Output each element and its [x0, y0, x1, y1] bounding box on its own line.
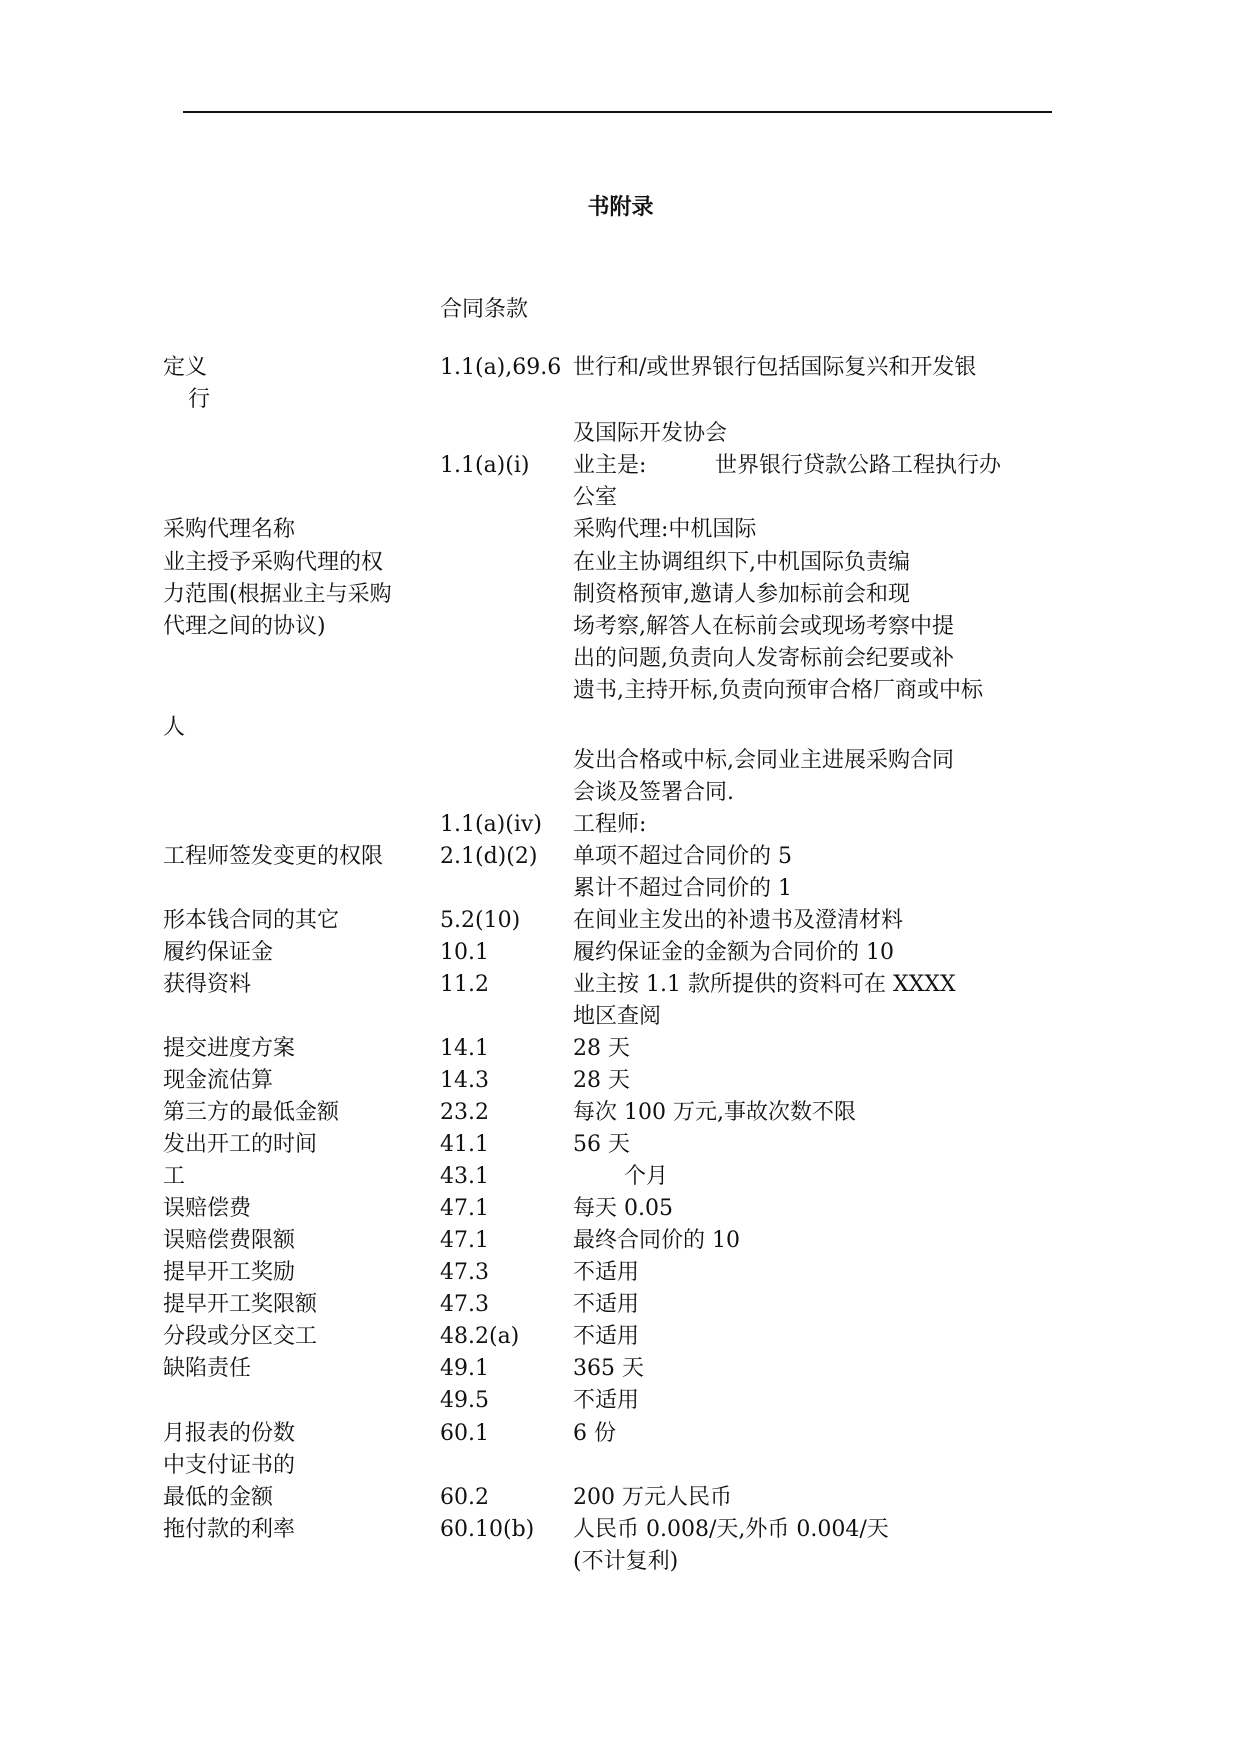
- row-label: 定义: [163, 355, 208, 380]
- row-text: 累计不超过合同价的 1: [573, 876, 792, 901]
- row-text: 公室: [573, 485, 618, 510]
- row-clause: 49.1: [440, 1356, 489, 1381]
- row-clause: 5.2(10): [440, 908, 521, 933]
- row-label: 提早开工奖限额: [163, 1292, 318, 1317]
- row-text: 发出合格或中标,会同业主进展采购合同: [573, 748, 954, 773]
- row-label: 力范围(根据业主与采购: [163, 582, 392, 607]
- row-text: 28 天: [573, 1036, 630, 1061]
- row-clause: 1.1(a)(iv): [440, 812, 542, 837]
- row-text: 单项不超过合同价的 5: [573, 844, 792, 869]
- row-text: 在间业主发出的补遗书及澄清材料: [573, 908, 904, 933]
- row-text: 业主是:: [573, 453, 647, 478]
- row-label: 提早开工奖励: [163, 1260, 296, 1285]
- row-label: 最低的金额: [163, 1485, 274, 1510]
- row-text: 会谈及签署合同.: [573, 780, 734, 805]
- row-clause: 14.1: [440, 1036, 489, 1061]
- row-clause: 41.1: [440, 1132, 489, 1157]
- row-text: 人民币 0.008/天,外币 0.004/天: [573, 1517, 889, 1542]
- row-clause: 47.3: [440, 1292, 489, 1317]
- row-label: 行: [188, 387, 211, 412]
- row-label: 业主授予采购代理的权: [163, 550, 384, 575]
- row-text: 每次 100 万元,事故次数不限: [573, 1100, 856, 1125]
- row-clause: 10.1: [440, 940, 489, 965]
- row-text: 6 份: [573, 1421, 616, 1446]
- row-text: 最终合同价的 10: [573, 1228, 740, 1253]
- row-label: 履约保证金: [163, 940, 274, 965]
- row-label: 中支付证书的: [163, 1453, 296, 1478]
- row-label: 误赔偿费限额: [163, 1228, 296, 1253]
- row-label: 提交进度方案: [163, 1036, 296, 1061]
- row-text: 及国际开发协会: [573, 421, 728, 446]
- row-clause: 47.1: [440, 1196, 489, 1221]
- row-text: 不适用: [573, 1292, 640, 1317]
- row-clause: 43.1: [440, 1164, 489, 1189]
- row-clause: 60.1: [440, 1421, 489, 1446]
- header-rule: [183, 111, 1052, 113]
- row-label: 月报表的份数: [163, 1421, 296, 1446]
- row-text: 世界银行贷款公路工程执行办: [715, 453, 1002, 478]
- row-text: 工程师:: [573, 812, 647, 837]
- row-clause: 47.3: [440, 1260, 489, 1285]
- row-text: 200 万元人民币: [573, 1485, 732, 1510]
- row-text: 不适用: [573, 1260, 640, 1285]
- row-text: 地区查阅: [573, 1004, 662, 1029]
- section-subheading: 合同条款: [440, 297, 529, 322]
- row-label: 缺陷责任: [163, 1356, 252, 1381]
- row-label: 形本钱合同的其它: [163, 908, 340, 933]
- row-text: 365 天: [573, 1356, 644, 1381]
- row-label: 第三方的最低金额: [163, 1100, 340, 1125]
- row-clause: 1.1(a),69.6: [440, 355, 562, 380]
- row-label: 代理之间的协议): [163, 614, 326, 639]
- row-label: 误赔偿费: [163, 1196, 252, 1221]
- row-label: 拖付款的利率: [163, 1517, 296, 1542]
- row-text: 个月: [624, 1164, 669, 1189]
- row-clause: 47.1: [440, 1228, 489, 1253]
- row-text: 世行和/或世界银行包括国际复兴和开发银: [573, 355, 977, 380]
- row-text: 遗书,主持开标,负责向预审合格厂商或中标: [573, 678, 983, 703]
- row-text: 履约保证金的金额为合同价的 10: [573, 940, 894, 965]
- row-label: 获得资料: [163, 972, 252, 997]
- row-text: 每天 0.05: [573, 1196, 673, 1221]
- row-text: 28 天: [573, 1068, 630, 1093]
- row-text: 业主按 1.1 款所提供的资料可在 XXXX: [573, 972, 956, 997]
- row-clause: 48.2(a): [440, 1324, 520, 1349]
- row-text: 56 天: [573, 1132, 630, 1157]
- row-clause: 23.2: [440, 1100, 489, 1125]
- row-clause: 14.3: [440, 1068, 489, 1093]
- row-clause: 60.2: [440, 1485, 489, 1510]
- row-text: 不适用: [573, 1388, 640, 1413]
- row-text: 场考察,解答人在标前会或现场考察中提: [573, 614, 954, 639]
- row-clause: 2.1(d)(2): [440, 844, 538, 869]
- row-text: 不适用: [573, 1324, 640, 1349]
- row-text: 制资格预审,邀请人参加标前会和现: [573, 582, 910, 607]
- row-label: 采购代理名称: [163, 517, 296, 542]
- row-text: 在业主协调组织下,中机国际负责编: [573, 550, 910, 575]
- row-text: 出的问题,负责向人发寄标前会纪要或补: [573, 646, 954, 671]
- page-title: 书附录: [587, 194, 654, 220]
- row-text: (不计复利): [573, 1549, 679, 1574]
- row-clause: 60.10(b): [440, 1517, 535, 1542]
- row-label: 发出开工的时间: [163, 1132, 318, 1157]
- row-label: 人: [163, 715, 186, 740]
- row-label: 工程师签发变更的权限: [163, 844, 384, 869]
- row-clause: 1.1(a)(i): [440, 453, 530, 478]
- row-label: 工: [163, 1164, 186, 1189]
- row-text: 采购代理:中机国际: [573, 517, 757, 542]
- row-label: 分段或分区交工: [163, 1324, 318, 1349]
- row-clause: 49.5: [440, 1388, 489, 1413]
- row-clause: 11.2: [440, 972, 489, 997]
- row-label: 现金流估算: [163, 1068, 274, 1093]
